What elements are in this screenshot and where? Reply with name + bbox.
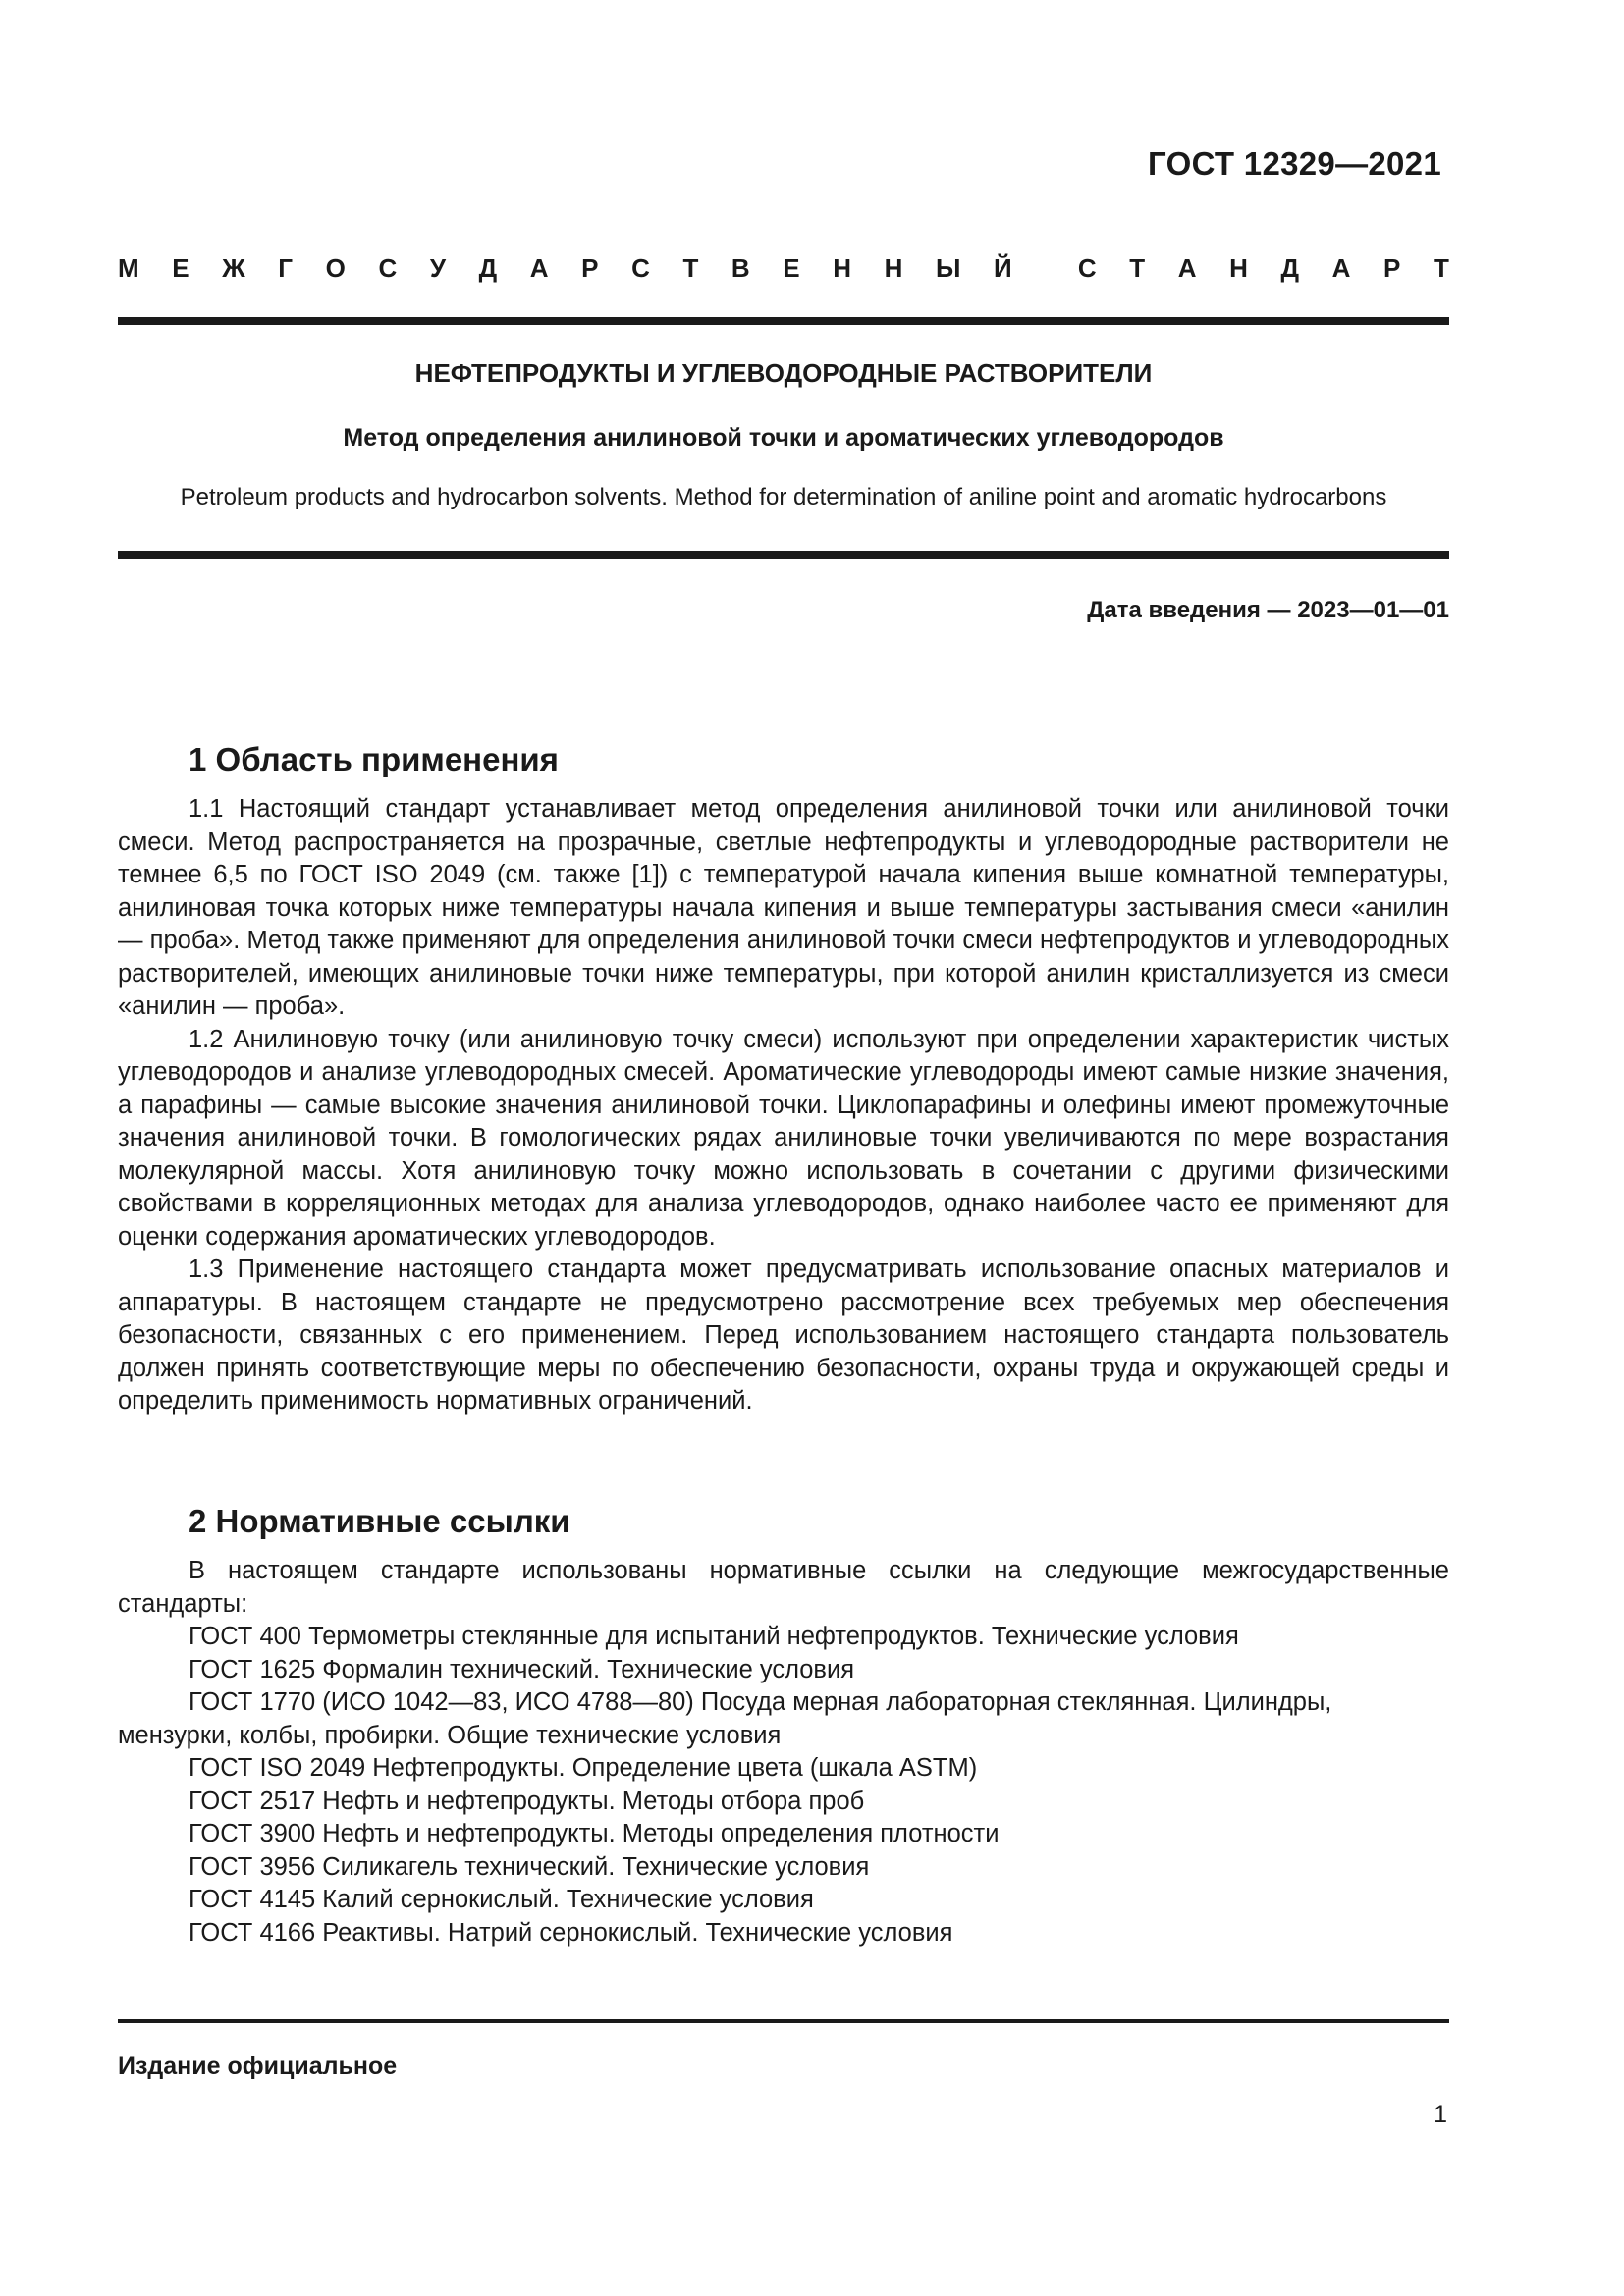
stamp-letter: Ж [222, 253, 245, 283]
stamp-letter: О [325, 253, 346, 283]
edition-label: Издание официальное [118, 2053, 398, 2080]
stamp-letter: Р [1383, 253, 1401, 283]
paragraph: 1.3 Применение настоящего стандарта может предусматривать использование опасных материалов и аппаратуры. В настоящем стандарте не предусмотрено рассмотрение всех требуемых мер обеспечения безопасности, связанных с его применением. Перед использованием настоящего стандарта пользователь должен принять соответствующие меры по обеспечению безопасности, охраны труда и окружающей среды и определить применимость нормативных ограничений. [118, 1255, 1449, 1415]
page-number: 1 [1434, 2101, 1447, 2128]
paragraph: В настоящем стандарте использованы нормативные ссылки на следующие межгосударственные стандарты: [118, 1557, 1449, 1618]
reference-item: ГОСТ 2517 Нефть и нефтепродукты. Методы отбора проб [189, 1787, 865, 1815]
stamp-letter: Р [581, 253, 599, 283]
stamp-letter: Н [1229, 253, 1248, 283]
document-title-english: Petroleum products and hydrocarbon solvents. Method for determination of aniline point and aromatic hydrocarbons [180, 484, 1387, 510]
reference-item: ГОСТ 1770 (ИСО 1042—83, ИСО 4788—80) Посуда мерная лабораторная стеклянная. Цилиндры, мензурки, колбы, пробирки. Общие технические условия [118, 1688, 1332, 1749]
reference-list [118, 1621, 1449, 1949]
stamp-letter: А [1331, 253, 1351, 283]
reference-item: ГОСТ 3900 Нефть и нефтепродукты. Методы определения плотности [189, 1820, 1000, 1847]
stamp-letter: С [631, 253, 650, 283]
reference-item: ГОСТ 3956 Силикагель технический. Технические условия [189, 1852, 870, 1881]
paragraph: 1.1 Настоящий стандарт устанавливает метод определения анилиновой точки или анилиновой точки смеси. Метод распространяется на прозрачные, светлые нефтепродукты и углеводородные растворители не темнее 6,5 по ГОСТ ISO 2049 (см. также [1]) с температурой начала кипения выше комнатной температуры, анилиновая точка которых ниже температуры начала кипения и выше температуры застывания смеси «анилин — проба». Метод также применяют для определения анилиновой точки смеси нефтепродуктов и углеводородных растворителей, имеющих анилиновые точки ниже температуры, при которой анилин кристаллизуется из смеси «анилин — проба». [118, 795, 1449, 1020]
stamp-letter: Й [994, 253, 1012, 283]
stamp-letter: Т [682, 253, 699, 283]
reference-item: ГОСТ 1625 Формалин технический. Технические условия [189, 1655, 855, 1683]
reference-item: ГОСТ 4145 Калий сернокислый. Технические условия [189, 1886, 814, 1913]
title-divider [118, 551, 1449, 559]
stamp-letter: В [731, 253, 750, 283]
stamp-letter: С [1077, 253, 1097, 283]
stamp-letter: Т [1433, 253, 1449, 283]
footer-divider [118, 2019, 1449, 2023]
reference-item: ГОСТ 400 Термометры стеклянные для испытаний нефтепродуктов. Технические условия [189, 1623, 1239, 1650]
stamp-letter: Е [783, 253, 800, 283]
document-subtitle: Метод определения анилиновой точки и ароматических углеводородов [343, 424, 1224, 452]
introduction-date: Дата введения — 2023—01—01 [1087, 597, 1449, 623]
stamp-letter: Д [1280, 253, 1300, 283]
section-heading: 1 Область применения [189, 741, 559, 777]
stamp-letter: А [529, 253, 549, 283]
section-scope [118, 738, 1449, 1418]
stamp-letter: М [118, 253, 139, 283]
section-heading: 2 Нормативные ссылки [189, 1503, 570, 1539]
stamp-letter: Т [1129, 253, 1146, 283]
reference-item: ГОСТ 4166 Реактивы. Натрий сернокислый. Технические условия [189, 1918, 953, 1947]
reference-item: ГОСТ ISO 2049 Нефтепродукты. Определение цвета (шкала ASTM) [189, 1754, 978, 1782]
stamp-letter: У [429, 253, 447, 283]
stamp-letter: Е [172, 253, 189, 283]
stamp-letter: С [378, 253, 398, 283]
standard-type-stamp [118, 253, 1449, 284]
stamp-letter: Д [478, 253, 498, 283]
stamp-letter: Н [833, 253, 852, 283]
document-title: НЕФТЕПРОДУКТЫ И УГЛЕВОДОРОДНЫЕ РАСТВОРИТЕЛИ [414, 358, 1153, 388]
header-divider [118, 317, 1449, 325]
section-normative-references [118, 1500, 1449, 1949]
stamp-letter: Ы [935, 253, 961, 283]
stamp-letter: А [1177, 253, 1197, 283]
stamp-letter: Н [884, 253, 903, 283]
stamp-letter: Г [278, 253, 294, 283]
document-number: ГОСТ 12329—2021 [1148, 145, 1441, 182]
paragraph: 1.2 Анилиновую точку (или анилиновую точку смеси) используют при определении характеристик чистых углеводородов и анализе углеводородных смесей. Ароматические углеводороды имеют самые низкие значения, а парафины — самые высокие значения анилиновой точки. Циклопарафины и олефины имеют промежуточные значения анилиновой точки. В гомологических рядах анилиновые точки увеличиваются по мере возрастания молекулярной массы. Хотя анилиновую точку можно использовать в сочетании с другими физическими свойствами в корреляционных методах для анализа углеводородов, однако наиболее часто ее применяют для оценки содержания ароматических углеводородов. [118, 1025, 1449, 1251]
